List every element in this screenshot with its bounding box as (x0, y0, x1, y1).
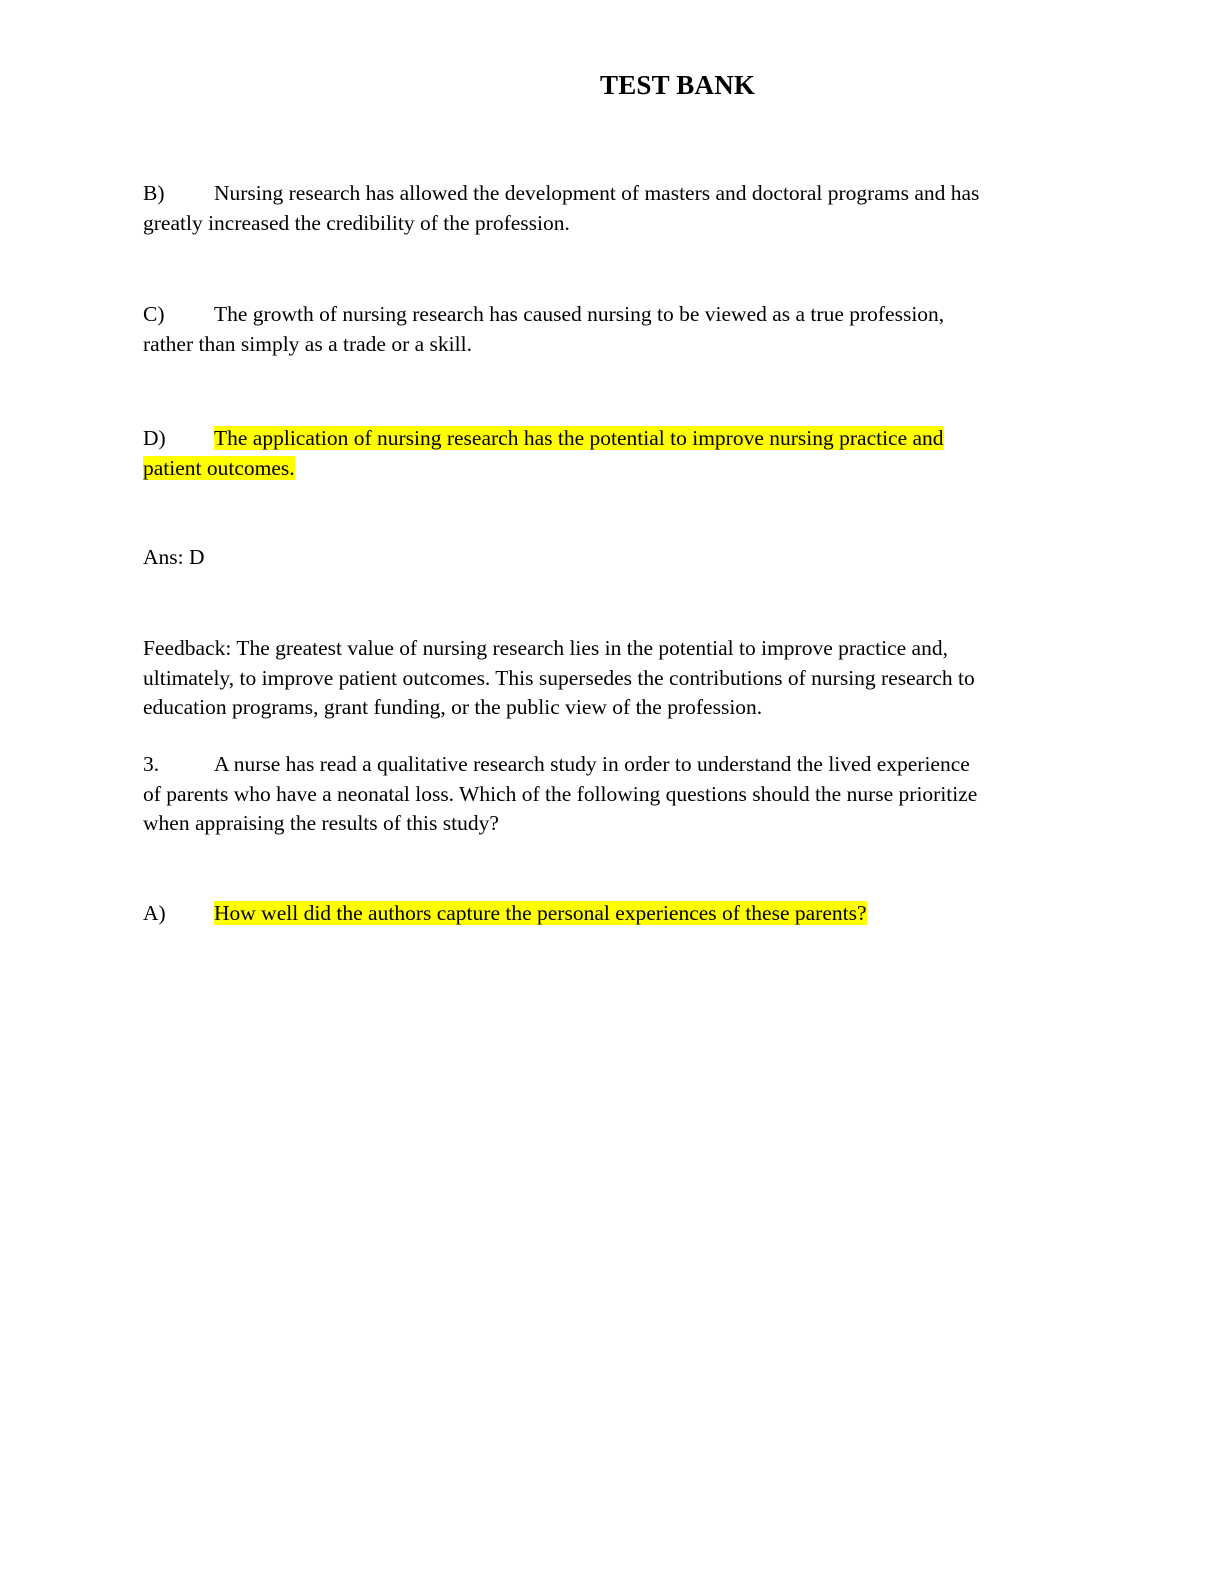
option-label: C) (143, 302, 165, 326)
option-text-line: greatly increased the credibility of the profession. (143, 210, 570, 235)
option-a (143, 899, 1073, 929)
highlighted-answer-text: patient outcomes. (143, 455, 295, 480)
question-text-line: of parents who have a neonatal loss. Which of the following questions should the nurse prioritize (143, 781, 978, 806)
question-text-line: when appraising the results of this study? (143, 811, 499, 835)
option-c (143, 300, 1073, 359)
feedback-line: ultimately, to improve patient outcomes. This supersedes the contributions of nursing research to (143, 665, 975, 690)
highlighted-answer-text: The application of nursing research has the potential to improve nursing practice and (214, 426, 944, 450)
page-title: TEST BANK (600, 70, 756, 100)
feedback (143, 634, 1073, 723)
feedback-line: Feedback: The greatest value of nursing research lies in the potential to improve practice and, (143, 636, 948, 660)
feedback-line: education programs, grant funding, or the public view of the profession. (143, 695, 763, 719)
answer-line: Ans: D (143, 545, 205, 569)
option-text-line: rather than simply as a trade or a skill. (143, 331, 472, 356)
option-label: A) (143, 901, 166, 925)
option-b (143, 179, 1073, 238)
question-3 (143, 750, 1073, 839)
option-text-line: Nursing research has allowed the development of masters and doctoral programs and has (214, 181, 980, 205)
option-label: D) (143, 426, 166, 450)
option-text-line: The growth of nursing research has caused nursing to be viewed as a true profession, (214, 302, 945, 326)
question-text-line: A nurse has read a qualitative research study in order to understand the lived experience (214, 752, 970, 776)
option-label: B) (143, 181, 165, 205)
highlighted-answer-text: How well did the authors capture the personal experiences of these parents? (214, 901, 867, 925)
option-d (143, 424, 1073, 483)
question-number: 3. (143, 752, 160, 776)
